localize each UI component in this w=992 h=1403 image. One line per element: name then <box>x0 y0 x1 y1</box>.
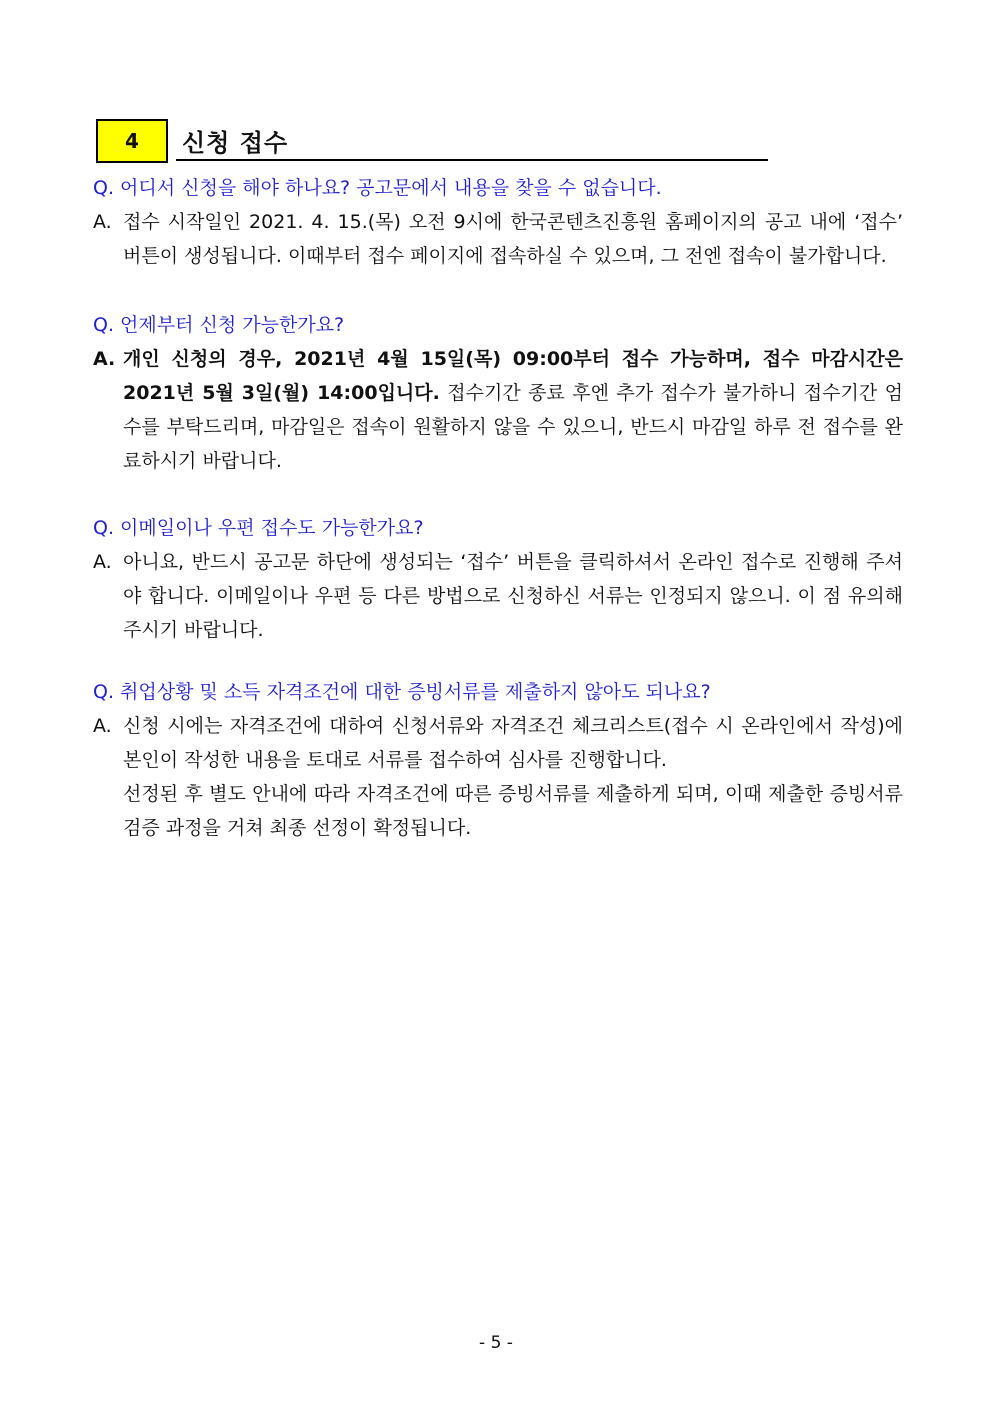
faq-answer <box>93 545 903 647</box>
answer-text: 아니요, 반드시 공고문 하단에 생성되는 ‘접수’ 버튼을 클릭하셔서 온라인 접수로 진행해 주셔야 합니다. 이메일이나 우편 등 다른 방법으로 신청하신 서류는 인정되지 않으니. 이 점 유의해 주시기 바랍니다. <box>123 551 903 641</box>
answer-text: 신청 시에는 자격조건에 대하여 신청서류와 자격조건 체크리스트(접수 시 온라인에서 작성)에 본인이 작성한 내용을 토대로 서류를 접수하여 심사를 진행합니다. <box>123 715 903 771</box>
answer-marker: A. <box>93 715 112 737</box>
faq-question: Q. 어디서 신청을 해야 하나요? 공고문에서 내용을 찾을 수 없습니다. <box>93 177 662 199</box>
faq-item-1 <box>93 171 903 273</box>
faq-item-3 <box>93 511 903 647</box>
faq-item-2 <box>93 308 903 478</box>
answer-marker: A. <box>93 551 112 573</box>
faq-question: Q. 취업상황 및 소득 자격조건에 대한 증빙서류를 제출하지 않아도 되나요? <box>93 681 711 703</box>
faq-answer <box>93 205 903 273</box>
answer-text-continued: 선정된 후 별도 안내에 따라 자격조건에 따른 증빙서류를 제출하게 되며, 이때 제출한 증빙서류 검증 과정을 거쳐 최종 선정이 확정됩니다. <box>123 783 903 839</box>
faq-question: Q. 이메일이나 우편 접수도 가능한가요? <box>93 517 424 539</box>
answer-text: 접수기간 종료 후엔 추가 접수가 불가하니 접수기간 엄수를 부탁드리며, 마감일은 접속이 원활하지 않을 수 있으니, 반드시 마감일 하루 전 접수를 완료하시기 바랍니다. <box>123 382 903 472</box>
section-underline <box>176 159 768 161</box>
faq-question: Q. 언제부터 신청 가능한가요? <box>93 314 345 336</box>
faq-answer <box>93 342 903 478</box>
section-header <box>96 119 768 163</box>
answer-highlight-text: 개인 신청의 경우, 2021년 4월 15일(목) 09:00부터 접수 가능하며, 접수 마감시간은 2021년 5월 3일(월) 14:00입니다. <box>123 348 903 404</box>
faq-item-4 <box>93 675 903 845</box>
faq-answer <box>93 709 903 845</box>
answer-marker: A. <box>93 348 116 370</box>
answer-marker: A. <box>93 211 112 233</box>
page-number: - 5 - <box>479 1333 513 1353</box>
section-number-badge: 4 <box>96 119 168 163</box>
answer-text: 접수 시작일인 2021. 4. 15.(목) 오전 9시에 한국콘텐츠진흥원 홈페이지의 공고 내에 ‘접수’ 버튼이 생성됩니다. 이때부터 접수 페이지에 접속하실 수 있으며, 그 전엔 접속이 불가합니다. <box>123 211 903 267</box>
section-title: 신청 접수 <box>182 129 289 157</box>
